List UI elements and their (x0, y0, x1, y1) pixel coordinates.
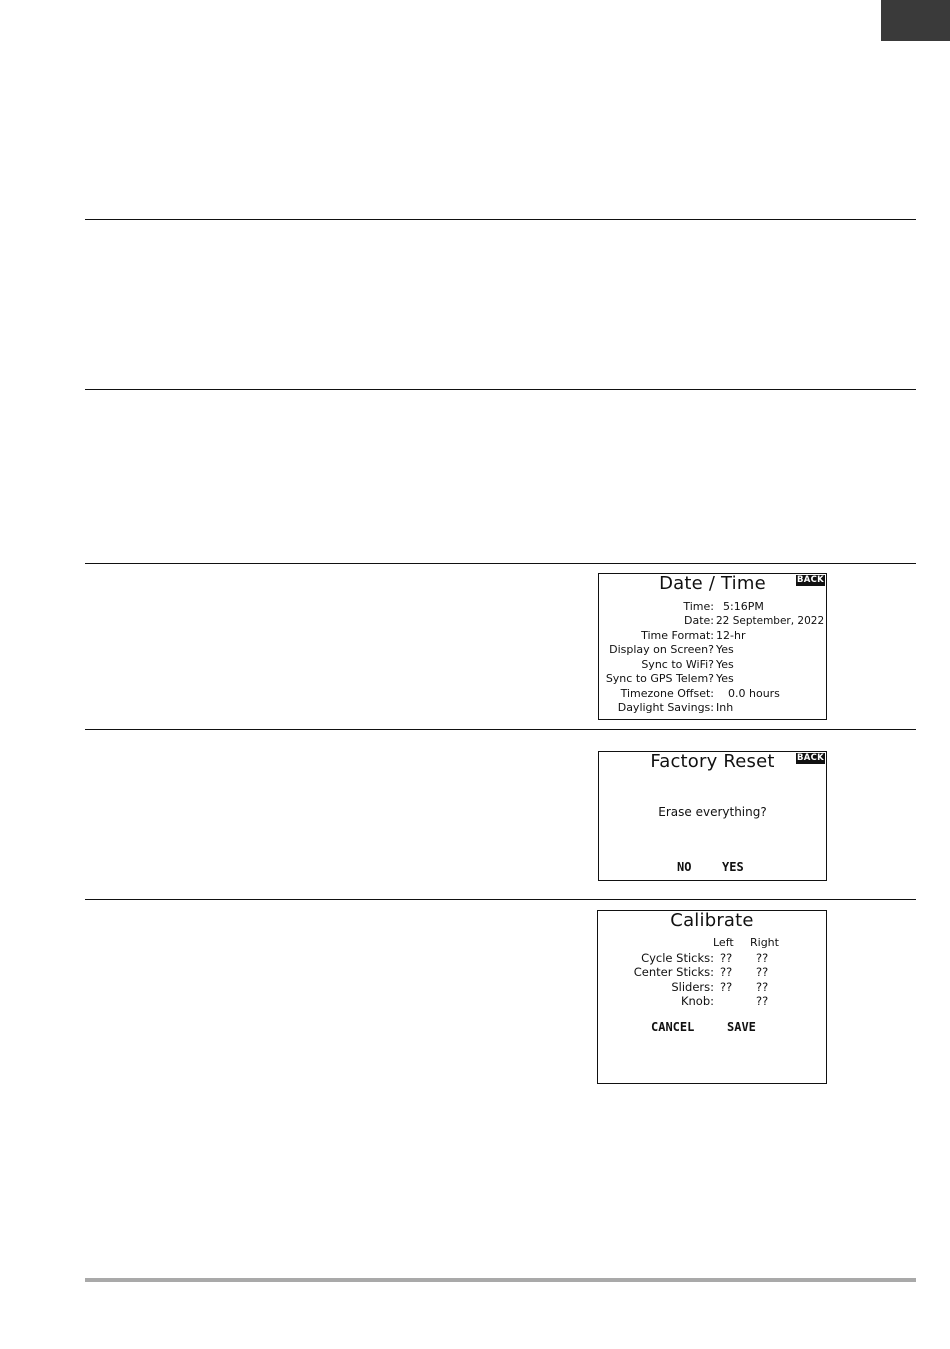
section-divider (85, 389, 916, 390)
knob-right: ?? (756, 994, 769, 1008)
timezone-offset-label: Timezone Offset: (620, 687, 714, 700)
section-divider (85, 899, 916, 900)
calibrate-screen (597, 910, 827, 1084)
time-format-label: Time Format: (641, 629, 714, 642)
sliders-left: ?? (720, 980, 733, 994)
cycle-sticks-right: ?? (756, 951, 769, 965)
sync-gps-value: Yes (716, 672, 734, 685)
center-sticks-left: ?? (720, 965, 733, 979)
time-label: Time: (683, 600, 714, 613)
left-column-header: Left (713, 936, 734, 949)
save-button[interactable]: SAVE (727, 1020, 756, 1034)
date-time-title: Date / Time (659, 573, 766, 594)
back-button[interactable]: BACK (796, 575, 825, 585)
center-sticks-right: ?? (756, 965, 769, 979)
sync-wifi-value: Yes (716, 658, 734, 671)
sliders-label: Sliders: (671, 980, 714, 994)
time-format-value: 12-hr (716, 629, 746, 642)
daylight-savings-value: Inh (716, 701, 734, 714)
cycle-sticks-left: ?? (720, 951, 733, 965)
footer-divider (85, 1278, 916, 1282)
no-button[interactable]: NO (677, 860, 692, 874)
section-tab-marker (881, 0, 950, 41)
section-divider (85, 219, 916, 220)
cancel-button[interactable]: CANCEL (651, 1020, 695, 1034)
center-sticks-label: Center Sticks: (633, 965, 714, 979)
section-divider (85, 729, 916, 730)
timezone-offset-value: 0.0 hours (728, 687, 780, 700)
cycle-sticks-label: Cycle Sticks: (641, 951, 714, 965)
daylight-savings-label: Daylight Savings: (617, 701, 714, 714)
display-on-screen-value: Yes (716, 643, 734, 656)
time-value: 5:16PM (723, 600, 764, 613)
knob-label: Knob: (680, 994, 714, 1008)
factory-reset-screen (598, 751, 827, 881)
sliders-right: ?? (756, 980, 769, 994)
erase-prompt: Erase everything? (658, 805, 767, 819)
yes-button[interactable]: YES (722, 860, 744, 874)
date-value: 22 September, 2022 (716, 615, 825, 627)
display-on-screen-label: Display on Screen? (609, 643, 714, 656)
sync-wifi-label: Sync to WiFi? (641, 658, 714, 671)
sync-gps-label: Sync to GPS Telem? (605, 672, 714, 685)
right-column-header: Right (750, 936, 779, 949)
back-button[interactable]: BACK (796, 753, 825, 763)
factory-reset-title: Factory Reset (650, 751, 775, 772)
date-time-screen (598, 573, 827, 720)
section-divider (85, 563, 916, 564)
calibrate-title: Calibrate (670, 910, 754, 931)
date-label: Date: (684, 614, 714, 627)
